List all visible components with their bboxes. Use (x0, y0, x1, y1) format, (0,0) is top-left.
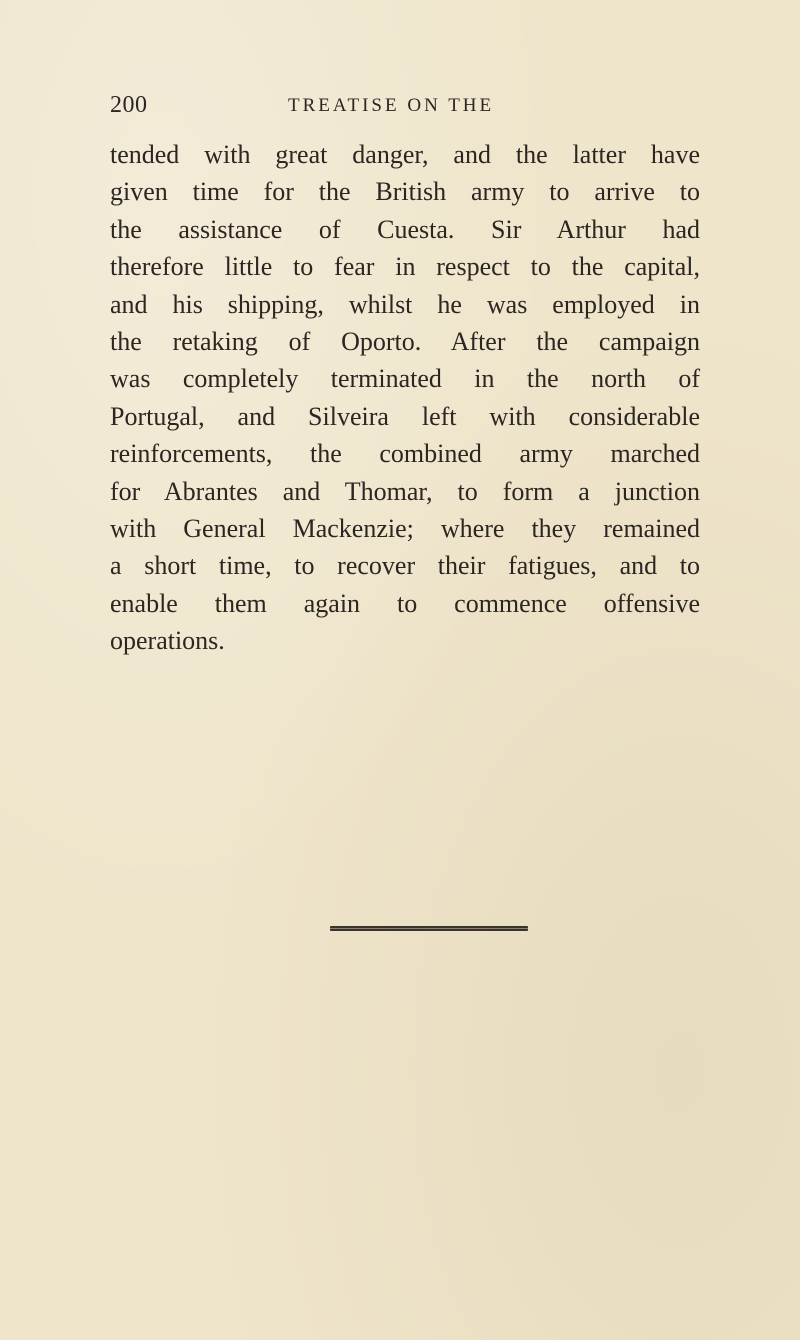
text-line: a short time, to recover their fatigues, and to (110, 551, 700, 581)
text-line: for Abrantes and Thomar, to form a junction (110, 476, 700, 506)
text-line: the assistance of Cuesta. Sir Arthur had (110, 214, 700, 244)
text-line: with General Mackenzie; where they remained (110, 514, 700, 544)
text-line: the retaking of Oporto. After the campaign (110, 327, 700, 357)
text-line: reinforcements, the combined army marched (110, 439, 700, 469)
end-ornament-rule (330, 926, 528, 931)
text-line: was completely terminated in the north of (110, 364, 700, 394)
text-line: enable them again to commence offensive (110, 588, 700, 618)
text-line: given time for the British army to arrive to (110, 177, 700, 207)
text-line: therefore little to fear in respect to the capital, (110, 252, 700, 282)
page-number: 200 (110, 92, 148, 118)
body-text (110, 136, 700, 660)
running-head (110, 92, 690, 122)
text-line: tended with great danger, and the latter have (110, 140, 700, 169)
text-line: Portugal, and Silveira left with considerable (110, 401, 700, 431)
running-title: TREATISE ON THE (288, 95, 495, 116)
text-line: operations. (110, 626, 225, 656)
text-line: and his shipping, whilst he was employed in (110, 289, 700, 319)
